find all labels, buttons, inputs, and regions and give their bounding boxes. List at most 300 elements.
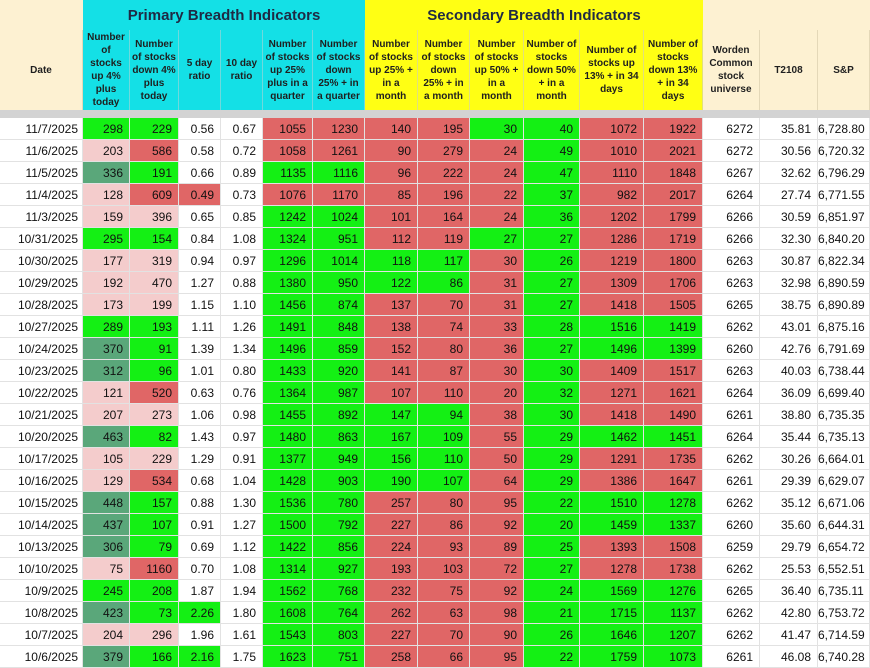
cell-down-50pct-month[interactable]: 29 xyxy=(524,426,580,448)
cell-up-25pct-month[interactable]: 141 xyxy=(365,360,418,382)
cell-five-day-ratio[interactable]: 2.26 xyxy=(179,602,221,624)
cell-up-25pct-month[interactable]: 167 xyxy=(365,426,418,448)
cell-up-25pct-month[interactable]: 138 xyxy=(365,316,418,338)
cell-ten-day-ratio[interactable]: 0.97 xyxy=(221,426,263,448)
cell-sp500[interactable]: 6,840.20 xyxy=(818,228,870,250)
cell-sp500[interactable]: 6,552.51 xyxy=(818,558,870,580)
cell-ten-day-ratio[interactable]: 0.72 xyxy=(221,140,263,162)
cell-five-day-ratio[interactable]: 0.49 xyxy=(179,184,221,206)
cell-stocks-up-4pct[interactable]: 192 xyxy=(83,272,130,294)
cell-sp500[interactable]: 6,796.29 xyxy=(818,162,870,184)
cell-down-25pct-quarter[interactable]: 768 xyxy=(313,580,365,602)
cell-up-25pct-month[interactable]: 227 xyxy=(365,624,418,646)
cell-down-50pct-month[interactable]: 22 xyxy=(524,492,580,514)
cell-down-13pct-34days[interactable]: 1706 xyxy=(644,272,703,294)
cell-up-13pct-34days[interactable]: 1462 xyxy=(580,426,644,448)
cell-down-25pct-quarter[interactable]: 848 xyxy=(313,316,365,338)
cell-stocks-up-4pct[interactable]: 105 xyxy=(83,448,130,470)
cell-t2108[interactable]: 35.12 xyxy=(760,492,818,514)
cell-five-day-ratio[interactable]: 1.11 xyxy=(179,316,221,338)
cell-t2108[interactable]: 42.80 xyxy=(760,602,818,624)
cell-down-25pct-month[interactable]: 107 xyxy=(418,470,470,492)
cell-ten-day-ratio[interactable]: 1.26 xyxy=(221,316,263,338)
cell-down-25pct-quarter[interactable]: 874 xyxy=(313,294,365,316)
cell-t2108[interactable]: 42.76 xyxy=(760,338,818,360)
cell-down-13pct-34days[interactable]: 1490 xyxy=(644,404,703,426)
cell-up-50pct-month[interactable]: 31 xyxy=(470,294,524,316)
cell-five-day-ratio[interactable]: 0.68 xyxy=(179,470,221,492)
cell-stocks-up-4pct[interactable]: 298 xyxy=(83,118,130,140)
cell-t2108[interactable]: 29.79 xyxy=(760,536,818,558)
cell-sp500[interactable]: 6,644.31 xyxy=(818,514,870,536)
cell-ten-day-ratio[interactable]: 1.08 xyxy=(221,228,263,250)
cell-up-25pct-quarter[interactable]: 1562 xyxy=(263,580,313,602)
cell-up-13pct-34days[interactable]: 1271 xyxy=(580,382,644,404)
cell-stocks-down-4pct[interactable]: 199 xyxy=(130,294,179,316)
cell-t2108[interactable]: 27.74 xyxy=(760,184,818,206)
cell-down-50pct-month[interactable]: 47 xyxy=(524,162,580,184)
cell-date[interactable]: 10/28/2025 xyxy=(0,294,83,316)
cell-worden-universe[interactable]: 6263 xyxy=(703,360,760,382)
cell-up-13pct-34days[interactable]: 1278 xyxy=(580,558,644,580)
cell-down-25pct-month[interactable]: 195 xyxy=(418,118,470,140)
cell-date[interactable]: 11/6/2025 xyxy=(0,140,83,162)
cell-up-50pct-month[interactable]: 22 xyxy=(470,184,524,206)
cell-up-13pct-34days[interactable]: 1646 xyxy=(580,624,644,646)
cell-down-25pct-quarter[interactable]: 920 xyxy=(313,360,365,382)
cell-worden-universe[interactable]: 6261 xyxy=(703,470,760,492)
cell-sp500[interactable]: 6,735.35 xyxy=(818,404,870,426)
cell-sp500[interactable]: 6,822.34 xyxy=(818,250,870,272)
cell-date[interactable]: 10/13/2025 xyxy=(0,536,83,558)
cell-stocks-up-4pct[interactable]: 423 xyxy=(83,602,130,624)
cell-ten-day-ratio[interactable]: 0.85 xyxy=(221,206,263,228)
cell-down-13pct-34days[interactable]: 2021 xyxy=(644,140,703,162)
cell-stocks-down-4pct[interactable]: 79 xyxy=(130,536,179,558)
cell-up-25pct-month[interactable]: 147 xyxy=(365,404,418,426)
cell-down-25pct-month[interactable]: 103 xyxy=(418,558,470,580)
cell-down-50pct-month[interactable]: 37 xyxy=(524,184,580,206)
cell-up-13pct-34days[interactable]: 1409 xyxy=(580,360,644,382)
cell-down-13pct-34days[interactable]: 1719 xyxy=(644,228,703,250)
cell-up-25pct-quarter[interactable]: 1496 xyxy=(263,338,313,360)
cell-stocks-down-4pct[interactable]: 229 xyxy=(130,118,179,140)
cell-ten-day-ratio[interactable]: 1.27 xyxy=(221,514,263,536)
cell-down-25pct-month[interactable]: 94 xyxy=(418,404,470,426)
cell-down-50pct-month[interactable]: 20 xyxy=(524,514,580,536)
cell-worden-universe[interactable]: 6262 xyxy=(703,624,760,646)
cell-up-25pct-month[interactable]: 85 xyxy=(365,184,418,206)
cell-down-25pct-month[interactable]: 110 xyxy=(418,448,470,470)
cell-up-25pct-month[interactable]: 96 xyxy=(365,162,418,184)
cell-t2108[interactable]: 35.44 xyxy=(760,426,818,448)
cell-t2108[interactable]: 30.59 xyxy=(760,206,818,228)
cell-worden-universe[interactable]: 6272 xyxy=(703,140,760,162)
cell-sp500[interactable]: 6,791.69 xyxy=(818,338,870,360)
cell-ten-day-ratio[interactable]: 1.34 xyxy=(221,338,263,360)
cell-up-13pct-34days[interactable]: 1459 xyxy=(580,514,644,536)
cell-down-25pct-quarter[interactable]: 863 xyxy=(313,426,365,448)
cell-up-25pct-quarter[interactable]: 1422 xyxy=(263,536,313,558)
cell-up-13pct-34days[interactable]: 1418 xyxy=(580,294,644,316)
cell-sp500[interactable]: 6,890.59 xyxy=(818,272,870,294)
cell-worden-universe[interactable]: 6261 xyxy=(703,646,760,668)
cell-up-13pct-34days[interactable]: 1309 xyxy=(580,272,644,294)
cell-up-25pct-quarter[interactable]: 1324 xyxy=(263,228,313,250)
cell-five-day-ratio[interactable]: 0.63 xyxy=(179,382,221,404)
cell-t2108[interactable]: 46.08 xyxy=(760,646,818,668)
cell-down-50pct-month[interactable]: 25 xyxy=(524,536,580,558)
cell-stocks-up-4pct[interactable]: 75 xyxy=(83,558,130,580)
cell-ten-day-ratio[interactable]: 1.94 xyxy=(221,580,263,602)
cell-down-25pct-month[interactable]: 222 xyxy=(418,162,470,184)
cell-up-25pct-month[interactable]: 193 xyxy=(365,558,418,580)
cell-up-13pct-34days[interactable]: 1286 xyxy=(580,228,644,250)
cell-up-25pct-month[interactable]: 107 xyxy=(365,382,418,404)
cell-worden-universe[interactable]: 6262 xyxy=(703,558,760,580)
cell-date[interactable]: 10/30/2025 xyxy=(0,250,83,272)
cell-stocks-up-4pct[interactable]: 437 xyxy=(83,514,130,536)
cell-stocks-up-4pct[interactable]: 245 xyxy=(83,580,130,602)
cell-five-day-ratio[interactable]: 1.01 xyxy=(179,360,221,382)
cell-worden-universe[interactable]: 6265 xyxy=(703,294,760,316)
cell-up-13pct-34days[interactable]: 1510 xyxy=(580,492,644,514)
cell-stocks-up-4pct[interactable]: 203 xyxy=(83,140,130,162)
cell-up-50pct-month[interactable]: 24 xyxy=(470,206,524,228)
cell-t2108[interactable]: 41.47 xyxy=(760,624,818,646)
cell-up-25pct-month[interactable]: 122 xyxy=(365,272,418,294)
cell-worden-universe[interactable]: 6266 xyxy=(703,228,760,250)
cell-ten-day-ratio[interactable]: 0.80 xyxy=(221,360,263,382)
cell-t2108[interactable]: 32.30 xyxy=(760,228,818,250)
cell-down-13pct-34days[interactable]: 1399 xyxy=(644,338,703,360)
cell-worden-universe[interactable]: 6264 xyxy=(703,184,760,206)
cell-ten-day-ratio[interactable]: 0.73 xyxy=(221,184,263,206)
cell-up-25pct-quarter[interactable]: 1536 xyxy=(263,492,313,514)
cell-down-50pct-month[interactable]: 26 xyxy=(524,250,580,272)
cell-up-25pct-quarter[interactable]: 1055 xyxy=(263,118,313,140)
cell-up-13pct-34days[interactable]: 1219 xyxy=(580,250,644,272)
cell-stocks-up-4pct[interactable]: 289 xyxy=(83,316,130,338)
cell-up-50pct-month[interactable]: 95 xyxy=(470,646,524,668)
cell-stocks-down-4pct[interactable]: 154 xyxy=(130,228,179,250)
cell-up-50pct-month[interactable]: 38 xyxy=(470,404,524,426)
cell-five-day-ratio[interactable]: 0.94 xyxy=(179,250,221,272)
cell-up-25pct-quarter[interactable]: 1058 xyxy=(263,140,313,162)
cell-five-day-ratio[interactable]: 0.66 xyxy=(179,162,221,184)
cell-stocks-down-4pct[interactable]: 319 xyxy=(130,250,179,272)
cell-t2108[interactable]: 40.03 xyxy=(760,360,818,382)
cell-up-50pct-month[interactable]: 30 xyxy=(470,250,524,272)
cell-up-25pct-quarter[interactable]: 1364 xyxy=(263,382,313,404)
cell-down-13pct-34days[interactable]: 1517 xyxy=(644,360,703,382)
cell-five-day-ratio[interactable]: 2.16 xyxy=(179,646,221,668)
cell-up-50pct-month[interactable]: 72 xyxy=(470,558,524,580)
cell-stocks-up-4pct[interactable]: 121 xyxy=(83,382,130,404)
cell-down-13pct-34days[interactable]: 1799 xyxy=(644,206,703,228)
cell-date[interactable]: 10/6/2025 xyxy=(0,646,83,668)
cell-up-13pct-34days[interactable]: 1010 xyxy=(580,140,644,162)
cell-date[interactable]: 10/15/2025 xyxy=(0,492,83,514)
cell-up-25pct-month[interactable]: 137 xyxy=(365,294,418,316)
cell-down-13pct-34days[interactable]: 1848 xyxy=(644,162,703,184)
cell-ten-day-ratio[interactable]: 1.04 xyxy=(221,470,263,492)
cell-five-day-ratio[interactable]: 0.91 xyxy=(179,514,221,536)
cell-date[interactable]: 10/16/2025 xyxy=(0,470,83,492)
cell-stocks-up-4pct[interactable]: 207 xyxy=(83,404,130,426)
cell-five-day-ratio[interactable]: 0.65 xyxy=(179,206,221,228)
cell-stocks-up-4pct[interactable]: 370 xyxy=(83,338,130,360)
cell-stocks-down-4pct[interactable]: 91 xyxy=(130,338,179,360)
cell-up-25pct-quarter[interactable]: 1500 xyxy=(263,514,313,536)
cell-up-25pct-quarter[interactable]: 1380 xyxy=(263,272,313,294)
cell-sp500[interactable]: 6,771.55 xyxy=(818,184,870,206)
cell-date[interactable]: 10/14/2025 xyxy=(0,514,83,536)
cell-stocks-down-4pct[interactable]: 96 xyxy=(130,360,179,382)
cell-date[interactable]: 10/9/2025 xyxy=(0,580,83,602)
cell-up-13pct-34days[interactable]: 1496 xyxy=(580,338,644,360)
cell-up-50pct-month[interactable]: 50 xyxy=(470,448,524,470)
cell-down-25pct-month[interactable]: 279 xyxy=(418,140,470,162)
cell-five-day-ratio[interactable]: 1.96 xyxy=(179,624,221,646)
cell-down-25pct-quarter[interactable]: 950 xyxy=(313,272,365,294)
cell-up-25pct-month[interactable]: 257 xyxy=(365,492,418,514)
cell-down-13pct-34days[interactable]: 1508 xyxy=(644,536,703,558)
cell-down-50pct-month[interactable]: 36 xyxy=(524,206,580,228)
cell-down-50pct-month[interactable]: 27 xyxy=(524,558,580,580)
cell-date[interactable]: 10/24/2025 xyxy=(0,338,83,360)
cell-down-25pct-quarter[interactable]: 903 xyxy=(313,470,365,492)
cell-stocks-up-4pct[interactable]: 295 xyxy=(83,228,130,250)
cell-up-13pct-34days[interactable]: 1072 xyxy=(580,118,644,140)
cell-t2108[interactable]: 30.26 xyxy=(760,448,818,470)
cell-sp500[interactable]: 6,671.06 xyxy=(818,492,870,514)
cell-sp500[interactable]: 6,735.13 xyxy=(818,426,870,448)
cell-down-50pct-month[interactable]: 24 xyxy=(524,580,580,602)
cell-up-50pct-month[interactable]: 89 xyxy=(470,536,524,558)
cell-ten-day-ratio[interactable]: 0.98 xyxy=(221,404,263,426)
cell-down-25pct-month[interactable]: 66 xyxy=(418,646,470,668)
cell-up-13pct-34days[interactable]: 1569 xyxy=(580,580,644,602)
cell-up-13pct-34days[interactable]: 1386 xyxy=(580,470,644,492)
cell-down-25pct-quarter[interactable]: 1230 xyxy=(313,118,365,140)
cell-worden-universe[interactable]: 6266 xyxy=(703,206,760,228)
cell-down-50pct-month[interactable]: 29 xyxy=(524,448,580,470)
cell-up-25pct-quarter[interactable]: 1296 xyxy=(263,250,313,272)
cell-down-13pct-34days[interactable]: 1451 xyxy=(644,426,703,448)
cell-down-50pct-month[interactable]: 40 xyxy=(524,118,580,140)
cell-stocks-down-4pct[interactable]: 396 xyxy=(130,206,179,228)
cell-stocks-up-4pct[interactable]: 129 xyxy=(83,470,130,492)
cell-down-50pct-month[interactable]: 30 xyxy=(524,404,580,426)
cell-down-25pct-quarter[interactable]: 1261 xyxy=(313,140,365,162)
cell-down-25pct-month[interactable]: 109 xyxy=(418,426,470,448)
cell-down-50pct-month[interactable]: 27 xyxy=(524,338,580,360)
cell-worden-universe[interactable]: 6260 xyxy=(703,514,760,536)
cell-down-25pct-month[interactable]: 110 xyxy=(418,382,470,404)
cell-stocks-up-4pct[interactable]: 463 xyxy=(83,426,130,448)
cell-stocks-up-4pct[interactable]: 306 xyxy=(83,536,130,558)
cell-sp500[interactable]: 6,753.72 xyxy=(818,602,870,624)
cell-up-50pct-month[interactable]: 92 xyxy=(470,514,524,536)
cell-up-50pct-month[interactable]: 31 xyxy=(470,272,524,294)
cell-worden-universe[interactable]: 6262 xyxy=(703,316,760,338)
cell-up-13pct-34days[interactable]: 1418 xyxy=(580,404,644,426)
cell-up-25pct-month[interactable]: 112 xyxy=(365,228,418,250)
cell-stocks-down-4pct[interactable]: 586 xyxy=(130,140,179,162)
cell-date[interactable]: 10/7/2025 xyxy=(0,624,83,646)
cell-stocks-down-4pct[interactable]: 191 xyxy=(130,162,179,184)
cell-up-25pct-month[interactable]: 156 xyxy=(365,448,418,470)
cell-down-25pct-month[interactable]: 80 xyxy=(418,338,470,360)
cell-up-13pct-34days[interactable]: 1291 xyxy=(580,448,644,470)
cell-ten-day-ratio[interactable]: 1.80 xyxy=(221,602,263,624)
cell-stocks-down-4pct[interactable]: 534 xyxy=(130,470,179,492)
cell-stocks-down-4pct[interactable]: 296 xyxy=(130,624,179,646)
cell-t2108[interactable]: 30.87 xyxy=(760,250,818,272)
cell-up-25pct-quarter[interactable]: 1377 xyxy=(263,448,313,470)
cell-ten-day-ratio[interactable]: 0.88 xyxy=(221,272,263,294)
cell-down-13pct-34days[interactable]: 1073 xyxy=(644,646,703,668)
cell-up-50pct-month[interactable]: 92 xyxy=(470,580,524,602)
cell-ten-day-ratio[interactable]: 1.12 xyxy=(221,536,263,558)
cell-ten-day-ratio[interactable]: 1.30 xyxy=(221,492,263,514)
cell-five-day-ratio[interactable]: 1.15 xyxy=(179,294,221,316)
cell-five-day-ratio[interactable]: 0.58 xyxy=(179,140,221,162)
cell-date[interactable]: 11/5/2025 xyxy=(0,162,83,184)
cell-worden-universe[interactable]: 6259 xyxy=(703,536,760,558)
cell-up-25pct-quarter[interactable]: 1433 xyxy=(263,360,313,382)
cell-date[interactable]: 10/23/2025 xyxy=(0,360,83,382)
cell-date[interactable]: 11/3/2025 xyxy=(0,206,83,228)
cell-down-13pct-34days[interactable]: 2017 xyxy=(644,184,703,206)
cell-down-50pct-month[interactable]: 30 xyxy=(524,360,580,382)
cell-down-25pct-month[interactable]: 119 xyxy=(418,228,470,250)
cell-date[interactable]: 10/20/2025 xyxy=(0,426,83,448)
cell-worden-universe[interactable]: 6264 xyxy=(703,382,760,404)
cell-down-13pct-34days[interactable]: 1505 xyxy=(644,294,703,316)
cell-down-25pct-quarter[interactable]: 803 xyxy=(313,624,365,646)
cell-ten-day-ratio[interactable]: 1.61 xyxy=(221,624,263,646)
cell-worden-universe[interactable]: 6261 xyxy=(703,404,760,426)
cell-sp500[interactable]: 6,890.89 xyxy=(818,294,870,316)
cell-t2108[interactable]: 32.98 xyxy=(760,272,818,294)
cell-sp500[interactable]: 6,728.80 xyxy=(818,118,870,140)
cell-five-day-ratio[interactable]: 1.27 xyxy=(179,272,221,294)
cell-up-25pct-quarter[interactable]: 1543 xyxy=(263,624,313,646)
cell-date[interactable]: 10/8/2025 xyxy=(0,602,83,624)
cell-down-13pct-34days[interactable]: 1276 xyxy=(644,580,703,602)
cell-sp500[interactable]: 6,740.28 xyxy=(818,646,870,668)
cell-date[interactable]: 10/22/2025 xyxy=(0,382,83,404)
cell-down-25pct-quarter[interactable]: 927 xyxy=(313,558,365,580)
cell-t2108[interactable]: 32.62 xyxy=(760,162,818,184)
cell-sp500[interactable]: 6,654.72 xyxy=(818,536,870,558)
cell-five-day-ratio[interactable]: 1.29 xyxy=(179,448,221,470)
cell-worden-universe[interactable]: 6264 xyxy=(703,426,760,448)
cell-down-25pct-quarter[interactable]: 764 xyxy=(313,602,365,624)
cell-down-25pct-quarter[interactable]: 1024 xyxy=(313,206,365,228)
cell-up-25pct-month[interactable]: 190 xyxy=(365,470,418,492)
cell-five-day-ratio[interactable]: 1.43 xyxy=(179,426,221,448)
cell-stocks-down-4pct[interactable]: 166 xyxy=(130,646,179,668)
cell-up-50pct-month[interactable]: 36 xyxy=(470,338,524,360)
cell-up-25pct-quarter[interactable]: 1456 xyxy=(263,294,313,316)
cell-up-25pct-month[interactable]: 101 xyxy=(365,206,418,228)
cell-date[interactable]: 11/4/2025 xyxy=(0,184,83,206)
cell-down-25pct-quarter[interactable]: 1116 xyxy=(313,162,365,184)
cell-ten-day-ratio[interactable]: 0.67 xyxy=(221,118,263,140)
cell-down-13pct-34days[interactable]: 1137 xyxy=(644,602,703,624)
cell-up-50pct-month[interactable]: 20 xyxy=(470,382,524,404)
cell-stocks-up-4pct[interactable]: 159 xyxy=(83,206,130,228)
cell-stocks-up-4pct[interactable]: 312 xyxy=(83,360,130,382)
cell-stocks-down-4pct[interactable]: 107 xyxy=(130,514,179,536)
cell-worden-universe[interactable]: 6260 xyxy=(703,338,760,360)
cell-up-25pct-quarter[interactable]: 1314 xyxy=(263,558,313,580)
cell-down-25pct-month[interactable]: 86 xyxy=(418,514,470,536)
cell-down-50pct-month[interactable]: 27 xyxy=(524,272,580,294)
cell-down-13pct-34days[interactable]: 1419 xyxy=(644,316,703,338)
cell-down-13pct-34days[interactable]: 1278 xyxy=(644,492,703,514)
cell-stocks-down-4pct[interactable]: 157 xyxy=(130,492,179,514)
cell-worden-universe[interactable]: 6263 xyxy=(703,272,760,294)
cell-down-25pct-month[interactable]: 70 xyxy=(418,294,470,316)
cell-sp500[interactable]: 6,629.07 xyxy=(818,470,870,492)
cell-down-25pct-month[interactable]: 75 xyxy=(418,580,470,602)
cell-sp500[interactable]: 6,735.11 xyxy=(818,580,870,602)
cell-ten-day-ratio[interactable]: 1.10 xyxy=(221,294,263,316)
cell-worden-universe[interactable]: 6262 xyxy=(703,448,760,470)
cell-up-25pct-month[interactable]: 118 xyxy=(365,250,418,272)
cell-down-25pct-month[interactable]: 93 xyxy=(418,536,470,558)
cell-up-50pct-month[interactable]: 64 xyxy=(470,470,524,492)
cell-down-50pct-month[interactable]: 28 xyxy=(524,316,580,338)
cell-up-25pct-month[interactable]: 224 xyxy=(365,536,418,558)
cell-stocks-down-4pct[interactable]: 229 xyxy=(130,448,179,470)
cell-t2108[interactable]: 38.75 xyxy=(760,294,818,316)
cell-stocks-down-4pct[interactable]: 273 xyxy=(130,404,179,426)
cell-stocks-down-4pct[interactable]: 73 xyxy=(130,602,179,624)
cell-sp500[interactable]: 6,851.97 xyxy=(818,206,870,228)
cell-stocks-down-4pct[interactable]: 208 xyxy=(130,580,179,602)
cell-stocks-down-4pct[interactable]: 470 xyxy=(130,272,179,294)
cell-down-50pct-month[interactable]: 27 xyxy=(524,228,580,250)
cell-down-25pct-month[interactable]: 70 xyxy=(418,624,470,646)
cell-sp500[interactable]: 6,699.40 xyxy=(818,382,870,404)
cell-five-day-ratio[interactable]: 0.88 xyxy=(179,492,221,514)
cell-t2108[interactable]: 38.80 xyxy=(760,404,818,426)
cell-down-25pct-month[interactable]: 63 xyxy=(418,602,470,624)
cell-worden-universe[interactable]: 6272 xyxy=(703,118,760,140)
cell-down-13pct-34days[interactable]: 1800 xyxy=(644,250,703,272)
cell-t2108[interactable]: 43.01 xyxy=(760,316,818,338)
cell-down-25pct-quarter[interactable]: 780 xyxy=(313,492,365,514)
cell-up-25pct-quarter[interactable]: 1242 xyxy=(263,206,313,228)
cell-up-25pct-month[interactable]: 152 xyxy=(365,338,418,360)
cell-down-25pct-quarter[interactable]: 751 xyxy=(313,646,365,668)
cell-stocks-up-4pct[interactable]: 379 xyxy=(83,646,130,668)
cell-stocks-up-4pct[interactable]: 173 xyxy=(83,294,130,316)
cell-t2108[interactable]: 36.09 xyxy=(760,382,818,404)
cell-down-25pct-month[interactable]: 164 xyxy=(418,206,470,228)
cell-date[interactable]: 10/29/2025 xyxy=(0,272,83,294)
cell-stocks-up-4pct[interactable]: 448 xyxy=(83,492,130,514)
cell-down-25pct-quarter[interactable]: 987 xyxy=(313,382,365,404)
cell-up-25pct-quarter[interactable]: 1076 xyxy=(263,184,313,206)
cell-down-13pct-34days[interactable]: 1647 xyxy=(644,470,703,492)
cell-down-13pct-34days[interactable]: 1621 xyxy=(644,382,703,404)
